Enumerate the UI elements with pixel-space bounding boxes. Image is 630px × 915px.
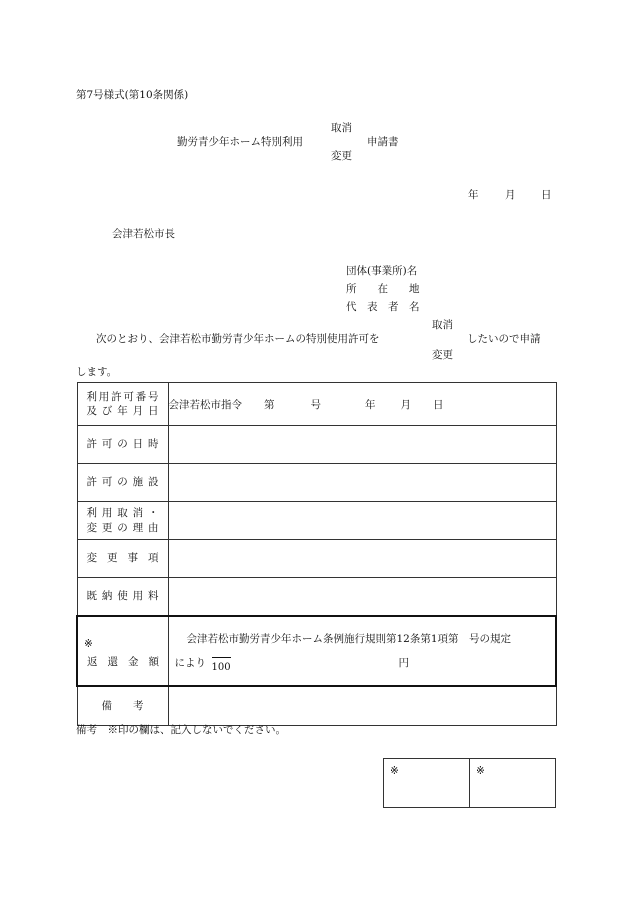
title-option-cancel: 取消 [331, 122, 352, 134]
date-month: 月 [505, 189, 516, 201]
table-row [77, 502, 556, 540]
permit-number-field[interactable]: 会津若松市指令 第 号 年 月 日 [168, 383, 556, 426]
paid-fee-field[interactable] [168, 578, 556, 617]
notes-field[interactable] [168, 686, 556, 726]
body-option-change: 変更 [432, 349, 453, 361]
refund-fraction [212, 647, 231, 673]
date-year: 年 [468, 189, 479, 201]
form-number: 第7号様式(第10条関係) [76, 89, 189, 101]
refund-rule-text: 会津若松市勤労青少年ホーム条例施行規則第12条第1項第 号の規定 [186, 633, 512, 645]
refund-yen-unit: 円 [398, 657, 409, 669]
body-option-cancel: 取消 [432, 319, 453, 331]
footnote-remark: 備考 ※印の欄は、記入しないでください。 [76, 724, 286, 736]
table-row [77, 616, 556, 686]
refund-amount-field [168, 616, 556, 686]
office-use-cell: ※ [470, 759, 556, 808]
change-items-field[interactable] [168, 540, 556, 578]
permit-datetime-field[interactable] [168, 426, 556, 464]
office-use-cell: ※ [384, 759, 470, 808]
table-row [77, 383, 556, 426]
permit-number-label: 利用許可番号 及び年月日 [77, 383, 168, 426]
title-option-change: 変更 [331, 150, 352, 162]
table-row [77, 578, 556, 617]
fraction-numerator-blank[interactable] [212, 647, 231, 658]
document-title: 勤労青少年ホーム特別利用 [177, 136, 303, 148]
table-row [77, 540, 556, 578]
permit-datetime-label: 許可の日時 [77, 426, 168, 464]
table-row [77, 426, 556, 464]
paid-fee-label: 既納使用料 [77, 578, 168, 617]
applicant-address-label: 所 在 地 [346, 283, 420, 295]
application-table [76, 382, 557, 726]
body-text-tail: します。 [76, 366, 118, 378]
title-suffix: 申請書 [367, 136, 399, 148]
cancel-change-reason-label: 利用取消・ 変更の理由 [77, 502, 168, 540]
office-use-mark: ※ [84, 638, 93, 650]
refund-amount-label: ※ 返還金額 [77, 616, 168, 686]
date-day: 日 [541, 189, 552, 201]
applicant-org-label: 団体(事業所)名 [346, 265, 418, 277]
table-row [77, 686, 556, 726]
body-text-end: したいので申請 [467, 333, 541, 345]
cancel-change-reason-field[interactable] [168, 502, 556, 540]
office-use-box [383, 758, 556, 808]
addressee: 会津若松市長 [112, 228, 175, 240]
body-text: 次のとおり、会津若松市勤労青少年ホームの特別使用許可を [96, 333, 380, 345]
permit-facility-field[interactable] [168, 464, 556, 502]
table-row [77, 464, 556, 502]
applicant-representative-label: 代 表 者 名 [346, 301, 420, 313]
fraction-denominator: 100 [211, 662, 231, 673]
permit-facility-label: 許可の施設 [77, 464, 168, 502]
change-items-label: 変更事項 [77, 540, 168, 578]
refund-rule-text-2: により [174, 657, 206, 669]
notes-label: 備 考 [77, 686, 168, 726]
